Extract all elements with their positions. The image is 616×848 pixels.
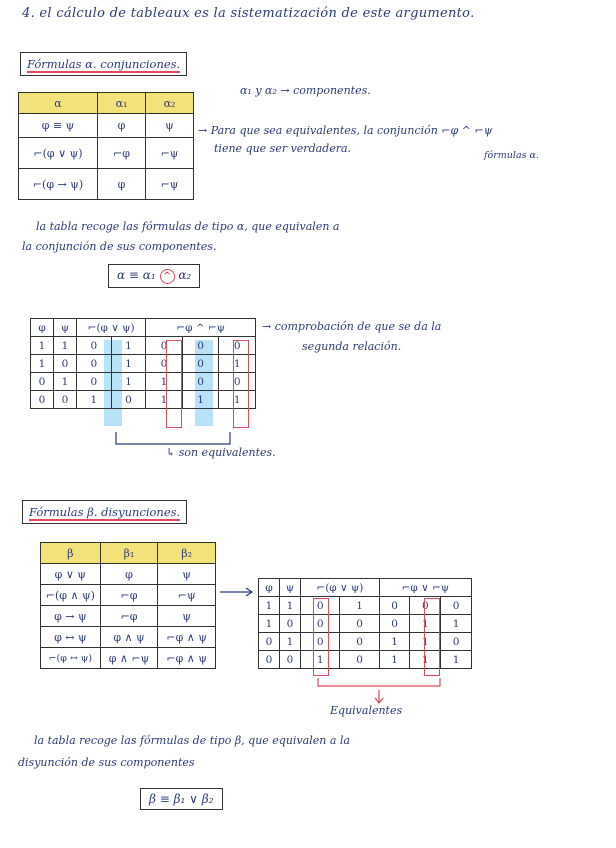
truth-cell: 1 [379,651,410,669]
beta-truth-th: ⌐(φ ∨ ψ) [301,579,380,597]
truth-cell: 1 [379,633,410,651]
beta-cell: φ ↔ ψ [41,627,101,648]
truth-cell: 0 [259,651,280,669]
truth-cell: 1 [410,633,441,651]
truth-cell: 0 [77,355,112,373]
truth-cell: 1 [301,651,340,669]
beta-equiv-note: Equivalentes [330,704,403,717]
alpha-formula-left: α ≡ α₁ [117,268,160,282]
alpha-cell: ⌐ψ [145,138,193,169]
beta-cell: ⌐φ ∧ ψ [158,648,216,669]
truth-cell: 0 [441,633,472,651]
alpha-truth-th: ⌐(φ ∨ ψ) [77,319,146,337]
truth-cell: 1 [280,633,301,651]
truth-cell: 0 [31,391,54,409]
truth-cell: 1 [31,337,54,355]
alpha-note-line1: → Para que sea equivalentes, la conjunción ⌐φ ^ ⌐ψ [198,124,493,137]
beta-section-label [22,500,187,524]
truth-cell: 1 [410,651,441,669]
alpha-cell: ⌐(φ ∨ ψ) [19,138,98,169]
truth-cell: 0 [182,355,219,373]
alpha-para-line2: la conjunción de sus componentes. [22,240,217,253]
truth-cell: 1 [146,391,183,409]
beta-truth-th: φ [259,579,280,597]
truth-cell: 1 [111,355,146,373]
alpha-th-0: α [19,93,98,114]
truth-cell: 0 [379,597,410,615]
truth-cell: 1 [340,597,379,615]
beta-label-text: Fórmulas β. disyunciones. [29,505,181,519]
alpha-para-line1: la tabla recoge las fórmulas de tipo α, que equivalen a [36,220,340,233]
truth-cell: 0 [146,355,183,373]
beta-para-line1: la tabla recoge las fórmulas de tipo β, que equivalen a la [34,734,350,747]
beta-cell: ⌐(φ ↔ ψ) [41,648,101,669]
alpha-table [18,92,194,200]
truth-cell: 0 [280,651,301,669]
truth-cell: 0 [340,633,379,651]
alpha-label-text: Fórmulas α. conjunciones. [27,57,181,71]
alpha-highlight-red-1 [166,340,182,428]
truth-cell: 0 [340,651,379,669]
alpha-cell: φ [98,114,146,138]
truth-cell: 0 [301,597,340,615]
truth-cell: 0 [54,355,77,373]
beta-para-line2: disyunción de sus componentes [18,756,195,769]
beta-cell: φ ∧ ψ [100,627,158,648]
truth-cell: 1 [146,373,183,391]
alpha-truth-th: ⌐φ ^ ⌐ψ [146,319,256,337]
beta-th-1: β₁ [100,543,158,564]
truth-cell: 0 [182,337,219,355]
truth-cell: 0 [77,337,112,355]
truth-cell: 1 [219,391,256,409]
truth-cell: 1 [441,651,472,669]
truth-cell: 1 [54,337,77,355]
beta-th-2: β₂ [158,543,216,564]
truth-cell: 1 [111,337,146,355]
beta-table [40,542,216,669]
beta-cell: φ ∧ ⌐ψ [100,648,158,669]
beta-highlight-red-2 [424,598,440,676]
truth-cell: 0 [219,373,256,391]
beta-formula: β ≡ β₁ ∨ β₂ [140,788,223,810]
beta-cell: ⌐(φ ∧ ψ) [41,585,101,606]
alpha-section-label [20,52,187,76]
truth-cell: 1 [259,615,280,633]
truth-cell: 0 [379,615,410,633]
truth-cell: 1 [182,391,219,409]
truth-cell: 1 [219,355,256,373]
alpha-truth-table [30,318,256,409]
beta-cell: ⌐φ [100,606,158,627]
alpha-cell: ψ [145,114,193,138]
truth-cell: 0 [340,615,379,633]
beta-cell: ⌐φ [100,585,158,606]
alpha-equiv-note: ↳ son equivalentes. [166,446,276,459]
alpha-truth-th: φ [31,319,54,337]
alpha-formula [108,264,200,288]
alpha-cell: φ [98,169,146,200]
truth-cell: 1 [54,373,77,391]
beta-cell: φ [100,564,158,585]
beta-truth-th: ⌐φ ∨ ⌐ψ [379,579,471,597]
alpha-cell: ⌐ψ [145,169,193,200]
alpha-th-2: α₂ [145,93,193,114]
beta-cell: φ → ψ [41,606,101,627]
truth-cell: 0 [219,337,256,355]
page-title: 4. el cálculo de tableaux es la sistematización de este argumento. [22,6,475,21]
alpha-note-sub: fórmulas α. [484,150,539,161]
beta-arrow [218,586,258,598]
alpha-cell: ⌐φ [98,138,146,169]
truth-cell: 0 [259,633,280,651]
alpha-formula-right: α₂ [174,268,192,282]
truth-cell: 0 [182,373,219,391]
truth-cell: 0 [280,615,301,633]
truth-cell: 0 [410,597,441,615]
truth-cell: 1 [410,615,441,633]
alpha-highlight-red-2 [233,340,249,428]
truth-cell: 1 [77,391,112,409]
alpha-cell: φ ≡ ψ [19,114,98,138]
truth-cell: 0 [441,597,472,615]
truth-cell: 1 [441,615,472,633]
alpha-cell: ⌐(φ → ψ) [19,169,98,200]
alpha-note-line2: tiene que ser verdadera. [214,142,352,155]
truth-cell: 0 [77,373,112,391]
beta-cell: ψ [158,606,216,627]
alpha-truth-note1: → comprobación de que se da la [262,320,442,333]
beta-cell: ⌐ψ [158,585,216,606]
truth-cell: 0 [31,373,54,391]
truth-cell: 1 [259,597,280,615]
alpha-th-1: α₁ [98,93,146,114]
truth-cell: 0 [54,391,77,409]
truth-cell: 1 [280,597,301,615]
beta-cell: ⌐φ ∧ ψ [158,627,216,648]
truth-cell: 1 [111,373,146,391]
beta-th-0: β [41,543,101,564]
truth-cell: 0 [146,337,183,355]
beta-cell: φ ∨ ψ [41,564,101,585]
beta-highlight-red-1 [313,598,329,676]
truth-cell: 0 [301,633,340,651]
alpha-formula-and: ^ [160,269,175,284]
alpha-truth-note2: segunda relación. [302,340,402,353]
beta-cell: ψ [158,564,216,585]
alpha-truth-th: ψ [54,319,77,337]
alpha-components-note: α₁ y α₂ → componentes. [240,84,371,97]
truth-cell: 1 [31,355,54,373]
truth-cell: 0 [301,615,340,633]
truth-cell: 0 [111,391,146,409]
beta-truth-th: ψ [280,579,301,597]
